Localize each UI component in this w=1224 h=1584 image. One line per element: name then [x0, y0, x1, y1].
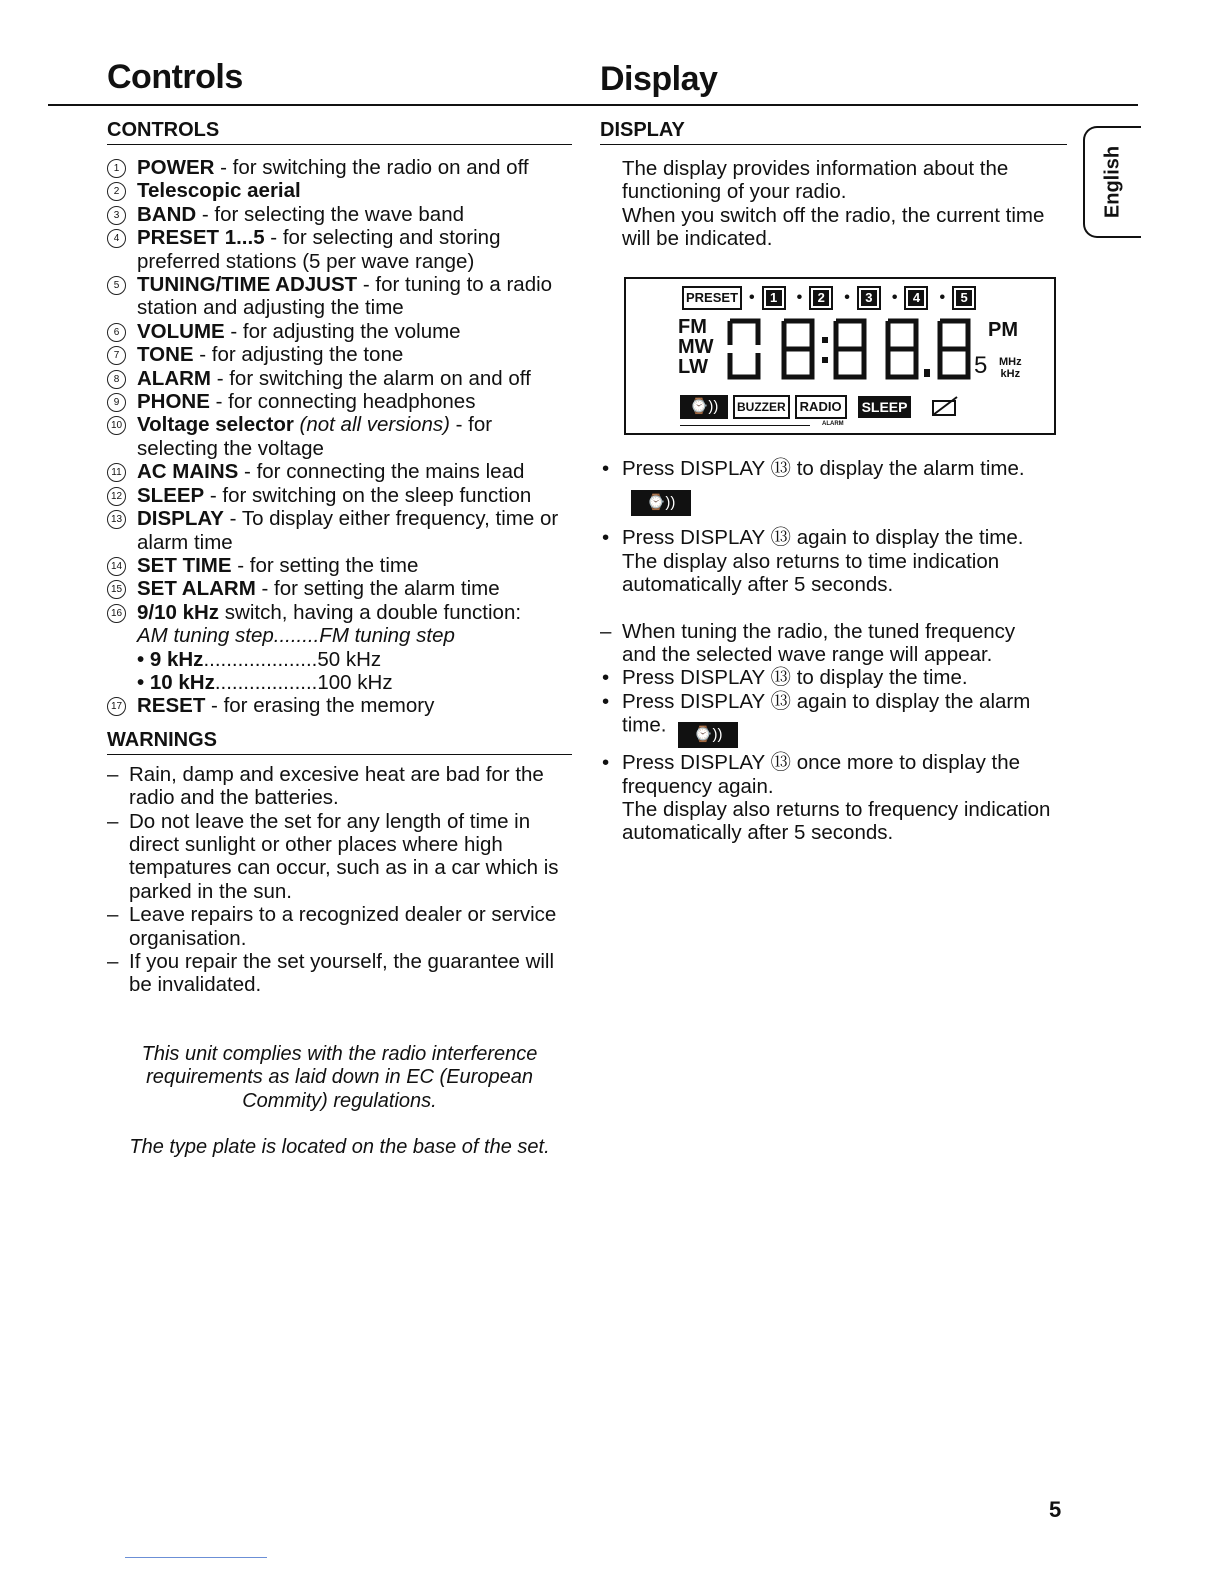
intro-line: The display provides information about the [622, 157, 1009, 180]
item-number-badge: 14 [107, 557, 126, 576]
control-description: - To display either frequency, time or [223, 507, 559, 531]
intro-line: will be indicated. [622, 227, 773, 251]
option-label: • 9 kHz [137, 647, 204, 671]
item-number-badge: 13 [107, 510, 126, 529]
preset-separator-dot: • [844, 289, 850, 306]
preset-2-indicator: 2 [809, 286, 833, 310]
item-number-badge: 11 [107, 463, 126, 482]
intro-line: functioning of your radio. [622, 180, 847, 204]
option-leader: .................... [203, 647, 318, 671]
page-number: 5 [1049, 1497, 1062, 1522]
instruction-line: • Press DISPLAY ⑬ to display the time. [622, 666, 968, 690]
control-item [107, 179, 572, 202]
item-number-badge: 3 [107, 206, 126, 225]
option-value: 100 kHz [317, 670, 393, 694]
option-9khz [107, 648, 572, 671]
control-description-cont: selecting the voltage [137, 436, 324, 460]
page-title-display: Display [600, 60, 718, 98]
pm-indicator: PM [988, 319, 1018, 341]
control-description: - for setting the alarm time [255, 577, 500, 601]
instruction-line-with-symbol [622, 713, 1070, 744]
control-description: - for adjusting the volume [224, 319, 461, 343]
lcd-display-illustration [624, 277, 1056, 435]
instruction-line: frequency again. [622, 774, 774, 798]
language-tab-label: English [1101, 145, 1124, 219]
control-item [107, 343, 572, 366]
mhz-label: MHz [999, 356, 1022, 368]
instruction-line: • Press DISPLAY ⑬ again to display the alarm [622, 689, 1031, 713]
instruction-display-time [600, 666, 1070, 689]
warnings-list [107, 763, 572, 997]
preset-4-indicator: 4 [904, 286, 928, 310]
instruction-line: • Press DISPLAY ⑬ again to display the time. [622, 526, 1024, 550]
item-number-badge: 17 [107, 697, 126, 716]
control-item [107, 601, 572, 624]
preset-row [682, 286, 980, 310]
control-name: 9/10 kHz [137, 600, 220, 624]
instruction-show-time [600, 526, 1070, 596]
control-name: Telescopic aerial [137, 179, 301, 203]
display-section [600, 119, 1067, 251]
item-number-badge: 1 [107, 159, 126, 178]
instruction-line: – When tuning the radio, the tuned frequency [622, 619, 1016, 643]
band-label-mw: MW [678, 336, 714, 358]
display-instructions [600, 457, 1070, 845]
page-title-controls: Controls [107, 58, 243, 96]
control-name: SET TIME [137, 553, 232, 577]
controls-list [107, 156, 572, 718]
intro-line: When you switch off the radio, the current time [622, 203, 1045, 227]
instruction-line: • Press DISPLAY ⑬ once more to display the [622, 751, 1021, 775]
warning-item [107, 810, 572, 904]
item-number-badge: 15 [107, 580, 126, 599]
control-name: SET ALARM [137, 577, 256, 601]
control-item [107, 203, 572, 226]
option-label: • 10 kHz [137, 670, 215, 694]
display-heading: DISPLAY [600, 119, 1067, 145]
compliance-line: requirements as laid down in EC (European [146, 1066, 533, 1089]
control-item [107, 507, 572, 530]
display-intro [600, 157, 1067, 251]
control-description: - for switching the radio on and off [214, 156, 529, 179]
control-description: switch, having a double function: [219, 600, 522, 624]
warning-item [107, 903, 572, 950]
control-description: - for switching on the sleep function [204, 483, 532, 507]
item-number-badge: 16 [107, 604, 126, 623]
item-number-badge: 12 [107, 487, 126, 506]
control-name: TUNING/TIME ADJUST [137, 273, 358, 297]
alarm-indicator: ⌚)) [680, 395, 728, 419]
preset-separator-dot: • [749, 289, 755, 306]
small-digit: 5 [974, 352, 988, 379]
item-number-badge: 4 [107, 229, 126, 248]
language-tab [1083, 126, 1141, 238]
band-label-fm: FM [678, 316, 707, 338]
step-header: AM tuning step........FM tuning step [137, 624, 455, 648]
instruction-line: The display also returns to frequency indication [622, 798, 1051, 822]
compliance-line: Commity) regulations. [242, 1089, 437, 1112]
control-item [107, 367, 572, 390]
warning-line: tempatures can occur, such as in a car which is [129, 856, 559, 880]
compliance-note [107, 1043, 572, 1114]
control-description: - for adjusting the tone [193, 343, 404, 367]
instruction-line: and the selected wave range will appear. [622, 643, 993, 667]
control-item [107, 694, 572, 717]
instruction-tuning [600, 620, 1070, 667]
controls-heading: CONTROLS [107, 119, 572, 145]
sleep-indicator: SLEEP [858, 396, 912, 418]
option-value: 50 kHz [317, 647, 382, 671]
alarm-caption: ALARM [822, 421, 844, 427]
instruction-frequency [600, 751, 1070, 845]
control-item [107, 577, 572, 600]
warning-line: – Do not leave the set for any length of time in [129, 809, 531, 833]
warning-line: – Leave repairs to a recognized dealer or service [129, 903, 557, 927]
option-leader: .................. [214, 670, 318, 694]
item-number-badge: 8 [107, 370, 126, 389]
control-name: POWER [137, 156, 215, 179]
control-name: VOLUME [137, 319, 225, 343]
control-name: Voltage selector [137, 413, 294, 437]
warning-line: parked in the sun. [129, 879, 292, 903]
warning-line: – Rain, damp and excesive heat are bad for the [129, 762, 544, 786]
control-name: SLEEP [137, 483, 205, 507]
control-name: TONE [137, 343, 194, 367]
control-description-cont: station and adjusting the time [137, 296, 404, 320]
buzzer-indicator: BUZZER [733, 395, 790, 419]
battery-empty-icon [930, 394, 964, 420]
seven-segment-digits [726, 315, 986, 385]
preset-5-indicator: 5 [952, 286, 976, 310]
control-item [107, 390, 572, 413]
preset-separator-dot: • [939, 289, 946, 306]
control-description: - for selecting the wave band [196, 202, 465, 226]
radio-indicator: RADIO [795, 395, 847, 419]
alarm-caption-line [680, 425, 810, 426]
lcd-indicator-row [680, 394, 964, 420]
spacer [600, 597, 1070, 620]
preset-separator-dot: • [891, 289, 898, 306]
warning-line: be invalidated. [129, 973, 262, 997]
instruction-alarm-time [600, 457, 1070, 480]
alarm-symbol-example-1 [631, 490, 1070, 516]
control-description: - for setting the time [231, 553, 419, 577]
footer-link-line [125, 1557, 267, 1558]
control-item [107, 226, 572, 249]
khz-label: kHz [1000, 368, 1021, 380]
type-plate-note: The type plate is located on the base of the set. [129, 1136, 550, 1159]
preset-3-indicator: 3 [857, 286, 881, 310]
warning-item [107, 950, 572, 997]
item-number-badge: 5 [107, 276, 126, 295]
control-name: PHONE [137, 390, 210, 414]
control-name: PRESET 1...5 [137, 226, 265, 250]
instruction-line: • Press DISPLAY ⑬ to display the alarm time. [622, 457, 1025, 480]
item-number-badge: 10 [107, 416, 126, 435]
instruction-display-alarm [600, 689, 1070, 744]
instruction-line: automatically after 5 seconds. [622, 821, 894, 845]
control-item [107, 320, 572, 343]
control-name: BAND [137, 202, 197, 226]
control-description: - for switching the alarm on and off [211, 366, 531, 390]
control-name: AC MAINS [137, 460, 239, 484]
instruction-line: automatically after 5 seconds. [622, 573, 894, 597]
item-number-badge: 6 [107, 323, 126, 342]
preset-separator-dot: • [796, 289, 803, 306]
compliance-line: This unit complies with the radio interference [141, 1042, 538, 1065]
control-item [107, 554, 572, 577]
control-note: (not all versions) [293, 413, 450, 437]
alarm-indicator: ⌚)) [631, 490, 691, 516]
frequency-units [999, 356, 1022, 380]
control-description: - for [449, 413, 493, 437]
control-item [107, 460, 572, 483]
item-number-badge: 2 [107, 182, 126, 201]
header-divider [48, 104, 1138, 106]
control-description: - for erasing the memory [205, 694, 435, 718]
instruction-line: The display also returns to time indication [622, 549, 1000, 573]
warning-line: – If you repair the set yourself, the guarantee will [129, 950, 555, 973]
item-number-badge: 9 [107, 393, 126, 412]
control-description-cont: alarm time [137, 530, 233, 554]
control-name: DISPLAY [137, 507, 224, 531]
warning-line: organisation. [129, 926, 247, 950]
option-10khz [107, 671, 572, 694]
warning-line: radio and the batteries. [129, 786, 339, 810]
control-description: - for connecting headphones [209, 390, 476, 414]
alarm-indicator: ⌚)) [678, 722, 738, 748]
warning-item [107, 763, 572, 810]
band-labels [678, 317, 714, 377]
controls-section [107, 119, 572, 1160]
control-name: RESET [137, 694, 206, 718]
warning-line: direct sunlight or other places where high [129, 832, 503, 856]
control-item [107, 484, 572, 507]
control-item [107, 273, 572, 296]
warnings-heading: WARNINGS [107, 729, 572, 755]
preset-1-indicator: 1 [762, 286, 786, 310]
control-description: - for selecting and storing [264, 226, 501, 250]
item-number-badge: 7 [107, 346, 126, 365]
control-name: ALARM [137, 366, 212, 390]
control-item [107, 156, 572, 179]
control-item [107, 413, 572, 436]
control-description-cont: preferred stations (5 per wave range) [137, 249, 475, 273]
band-label-lw: LW [678, 356, 708, 378]
control-description: - for tuning to a radio [357, 273, 553, 297]
preset-label: PRESET [682, 286, 742, 310]
instruction-line: time. [622, 713, 667, 737]
control-description: - for connecting the mains lead [238, 460, 525, 484]
